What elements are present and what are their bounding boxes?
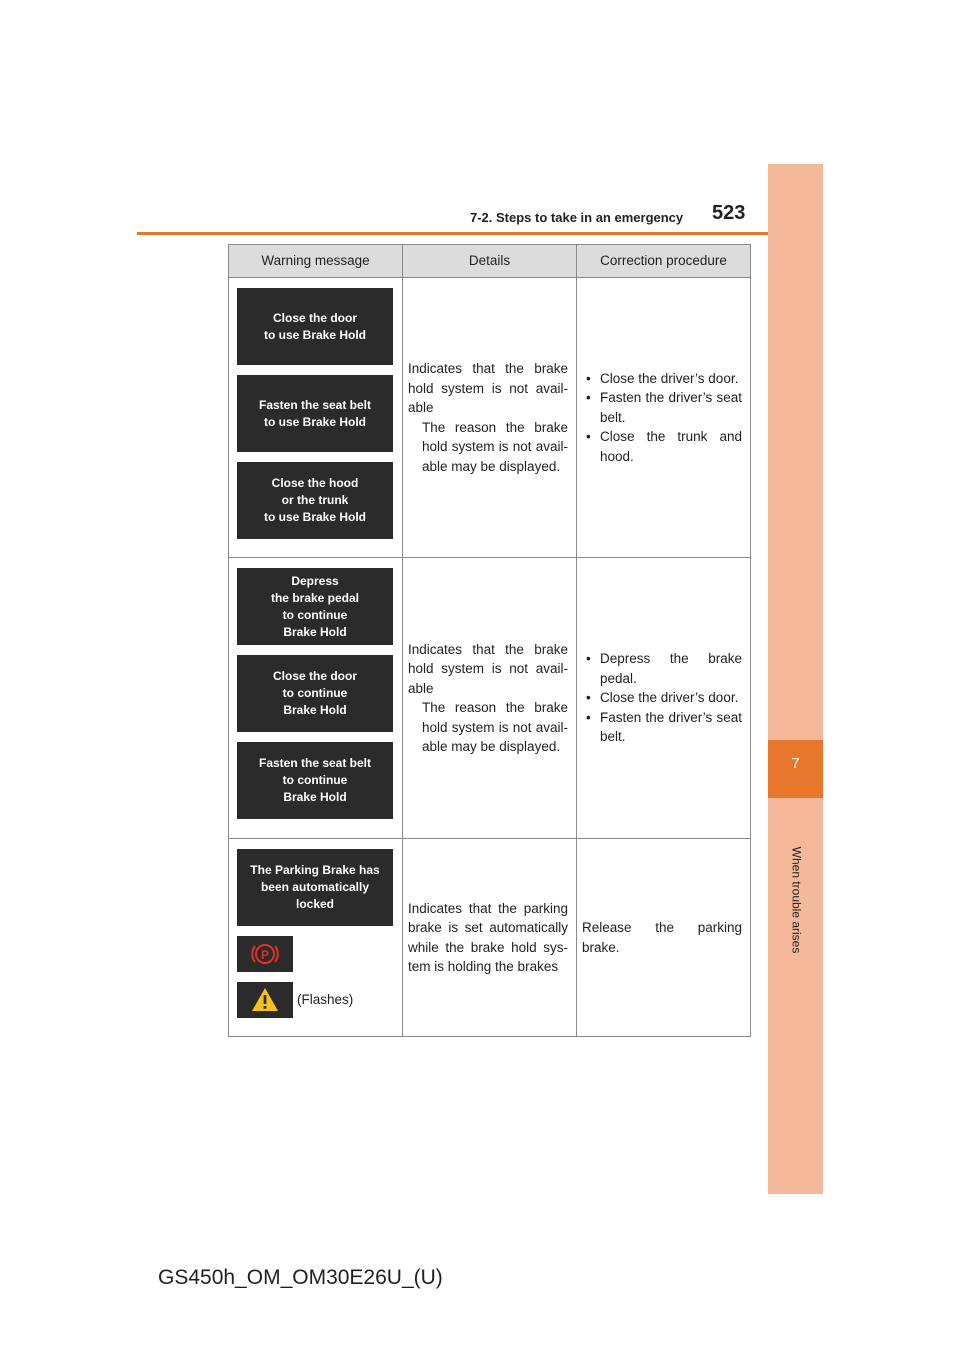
warning-message-table [228, 244, 751, 1037]
column-header-details: Details [403, 245, 577, 278]
correction-list [582, 649, 742, 747]
parking-brake-icon [237, 936, 293, 972]
warning-message-cell [229, 839, 403, 1037]
display-message: The Parking Brake has been automatically locked [237, 849, 393, 926]
display-message: Close the door to continue Brake Hold [237, 655, 393, 732]
warning-triangle-icon [237, 982, 293, 1018]
page-number: 523 [712, 202, 746, 224]
correction-item: • Fasten the driver’s seat belt. [582, 388, 742, 427]
correction-item: • Fasten the driver’s seat belt. [582, 708, 742, 747]
details-cell [403, 839, 577, 1037]
details-text: Indicates that the parking brake is set automatically while the brake hold sys-tem is holding the brakes [408, 900, 568, 974]
chapter-number: 7 [791, 755, 800, 772]
table-row [229, 839, 751, 1037]
column-header-correction: Correction procedure [577, 245, 751, 278]
correction-list [582, 369, 742, 467]
details-note: The reason the brake hold system is not avail-able may be displayed. [422, 419, 568, 474]
correction-item: • Close the driver’s door. [582, 369, 742, 389]
chapter-title: When trouble arises [789, 846, 803, 954]
warning-message-cell [229, 558, 403, 839]
chapter-side-tab [768, 164, 823, 1194]
flashes-label: (Flashes) [297, 992, 354, 1008]
svg-text:P: P [260, 948, 270, 962]
correction-item: • Depress the brake pedal. [582, 649, 742, 688]
display-message: Depress the brake pedal to continue Brake Hold [237, 568, 393, 645]
display-message: Fasten the seat belt to continue Brake Hold [237, 742, 393, 819]
table-row [229, 558, 751, 839]
section-title: 7-2. Steps to take in an emergency [470, 210, 684, 225]
correction-cell [577, 839, 751, 1037]
display-message: Close the door to use Brake Hold [237, 288, 393, 365]
table-header-row [229, 245, 751, 278]
indicator-row [237, 936, 402, 972]
details-text: Indicates that the brake hold system is not avail-able [408, 641, 568, 696]
details-note: The reason the brake hold system is not avail-able may be displayed. [422, 700, 568, 754]
correction-item: • Close the trunk and hood. [582, 427, 742, 466]
details-cell [403, 558, 577, 839]
indicator-row [237, 982, 402, 1018]
document-code: GS450h_OM_OM30E26U_(U) [158, 1266, 443, 1289]
column-header-warning-message: Warning message [229, 245, 403, 278]
header-rule [137, 232, 823, 235]
correction-text: Release the parking brake. [582, 920, 742, 955]
table-row [229, 278, 751, 558]
warning-message-cell [229, 278, 403, 558]
details-cell [403, 278, 577, 558]
correction-cell [577, 278, 751, 558]
display-message: Fasten the seat belt to use Brake Hold [237, 375, 393, 452]
display-message: Close the hood or the trunk to use Brake Hold [237, 462, 393, 539]
correction-cell [577, 558, 751, 839]
details-text: Indicates that the brake hold system is not avail-able [408, 361, 568, 415]
correction-item: • Close the driver’s door. [582, 688, 742, 708]
